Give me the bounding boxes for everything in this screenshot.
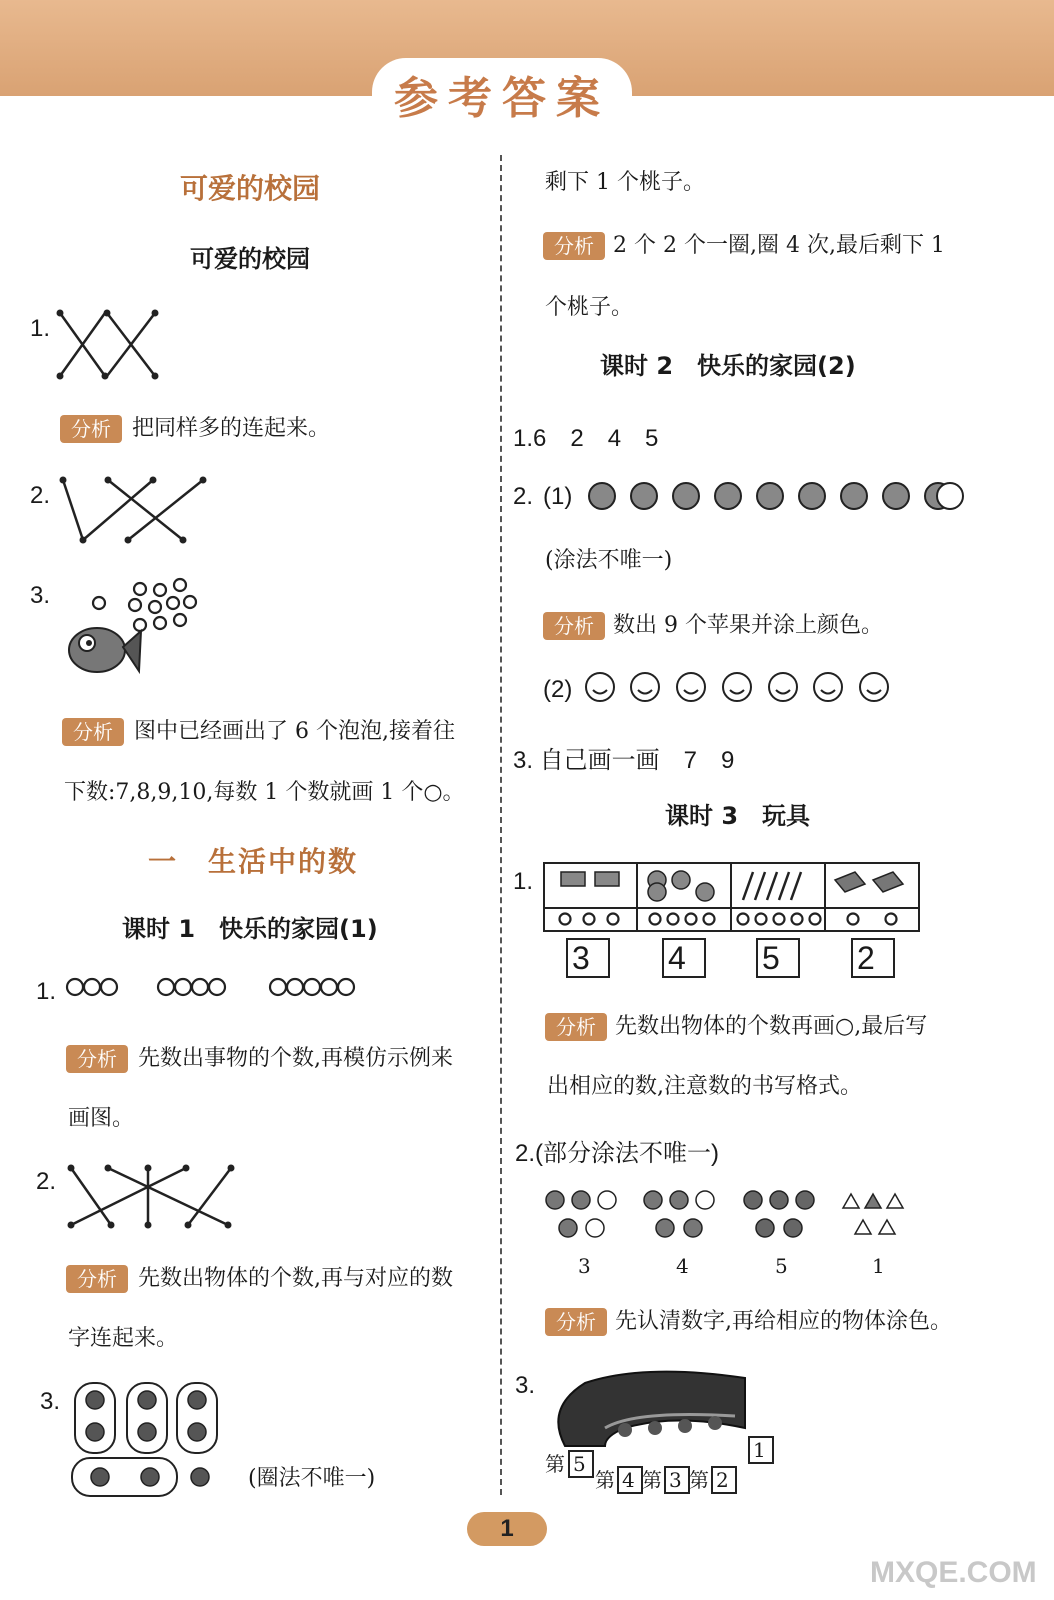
analysis-text-line: 图中已经画出了 6 个泡泡,接着往	[134, 719, 455, 744]
analysis-text: 先认清数字,再给相应的物体涂色。	[615, 1309, 952, 1334]
analysis-tag: 分析	[66, 1045, 128, 1073]
lesson-title: 可爱的校园	[190, 245, 310, 273]
coloring-groups-figure	[543, 1188, 923, 1246]
watermark: MXQE.COM	[870, 1556, 1037, 1589]
sub-question-label: (1)	[543, 483, 573, 510]
race-track-figure	[545, 1368, 755, 1448]
unit-title: 一 生活中的数	[148, 845, 359, 878]
analysis-text-line: 出相应的数,注意数的书写格式。	[547, 1074, 862, 1099]
analysis-text-line: 字连起来。	[68, 1326, 179, 1351]
lesson-title: 课时 3 玩具	[665, 802, 811, 830]
question-number: 3.	[515, 1372, 536, 1399]
peach-grouping-figure	[70, 1380, 230, 1500]
analysis-text: 数出 9 个苹果并涂上颜色。	[613, 613, 883, 638]
written-digit: 5	[762, 940, 780, 976]
matching-lines-figure	[58, 475, 208, 545]
column-divider	[500, 155, 502, 1495]
analysis-tag: 分析	[62, 718, 124, 746]
order-number: 4	[622, 1468, 635, 1492]
analysis-text-line: 先数出事物的个数,再模仿示例来	[138, 1046, 453, 1071]
analysis-tag: 分析	[66, 1265, 128, 1293]
digit-box	[756, 938, 800, 978]
question-number: 1.	[513, 868, 534, 895]
lesson-title: 课时 2 快乐的家园(2)	[600, 352, 856, 380]
analysis-text-line: 先数出物体的个数再画○,最后写	[615, 1014, 928, 1039]
order-number: 1	[753, 1438, 766, 1462]
fish-bubbles-figure	[65, 575, 205, 680]
analysis-tag: 分析	[545, 1013, 607, 1041]
order-box	[711, 1466, 737, 1494]
order-number: 5	[573, 1452, 586, 1476]
answer-line: 3. 自己画一画 7 9	[513, 747, 735, 774]
analysis-tag: 分析	[543, 612, 605, 640]
analysis-tag: 分析	[60, 415, 122, 443]
question-number: 3.	[30, 582, 51, 609]
written-digit: 4	[668, 940, 686, 976]
analysis-tag: 分析	[543, 232, 605, 260]
circle-groups-figure	[66, 976, 366, 1000]
order-box	[664, 1466, 690, 1494]
note-text: (圈法不唯一)	[248, 1466, 376, 1491]
page-number: 1	[467, 1512, 547, 1546]
lesson-title: 课时 1 快乐的家园(1)	[122, 915, 378, 943]
analysis-text-line: 先数出物体的个数,再与对应的数	[138, 1266, 453, 1291]
order-label: 第	[545, 1452, 565, 1476]
digit-box	[851, 938, 895, 978]
order-label: 第	[689, 1468, 709, 1492]
written-digit: 3	[572, 940, 590, 976]
count-label: 5	[775, 1254, 788, 1278]
apples-figure	[587, 478, 972, 512]
order-box	[617, 1466, 643, 1494]
smiley-faces-figure	[585, 670, 895, 704]
question-number: 3.	[40, 1388, 61, 1415]
count-label: 1	[872, 1254, 885, 1278]
toys-count-table	[543, 862, 923, 934]
note-text: (涂法不唯一)	[545, 548, 673, 573]
question-number: 1.	[36, 978, 57, 1005]
order-box	[748, 1436, 774, 1464]
count-label: 3	[578, 1254, 591, 1278]
analysis-text-line: 下数:7,8,9,10,每数 1 个数就画 1 个○。	[64, 780, 465, 805]
analysis-text-line: 2 个 2 个一圈,圈 4 次,最后剩下 1	[613, 233, 945, 258]
analysis-text-line: 个桃子。	[545, 295, 634, 320]
written-digit: 2	[857, 940, 875, 976]
question-title: 2.(部分涂法不唯一)	[515, 1140, 719, 1167]
order-box	[568, 1450, 594, 1478]
section-title: 可爱的校园	[180, 172, 321, 205]
digit-box	[566, 938, 610, 978]
order-label: 第	[642, 1468, 662, 1492]
matching-lines-figure	[66, 1163, 241, 1233]
answer-line: 1.6 2 4 5	[513, 425, 659, 452]
matching-lines-figure	[55, 308, 165, 383]
digit-box	[662, 938, 706, 978]
order-number: 3	[669, 1468, 682, 1492]
order-number: 2	[716, 1468, 729, 1492]
question-number: 2.	[30, 482, 51, 509]
page-title: 参考答案	[394, 73, 610, 124]
analysis-text: 把同样多的连起来。	[132, 416, 331, 441]
analysis-tag: 分析	[545, 1308, 607, 1336]
analysis-text-line: 画图。	[68, 1106, 135, 1131]
question-number: 1.	[30, 315, 51, 342]
sub-question-label: (2)	[543, 676, 573, 703]
order-label: 第	[595, 1468, 615, 1492]
question-number: 2.	[36, 1168, 57, 1195]
count-label: 4	[676, 1254, 689, 1278]
question-number: 2.	[513, 483, 534, 510]
answer-text: 剩下 1 个桃子。	[545, 170, 705, 195]
